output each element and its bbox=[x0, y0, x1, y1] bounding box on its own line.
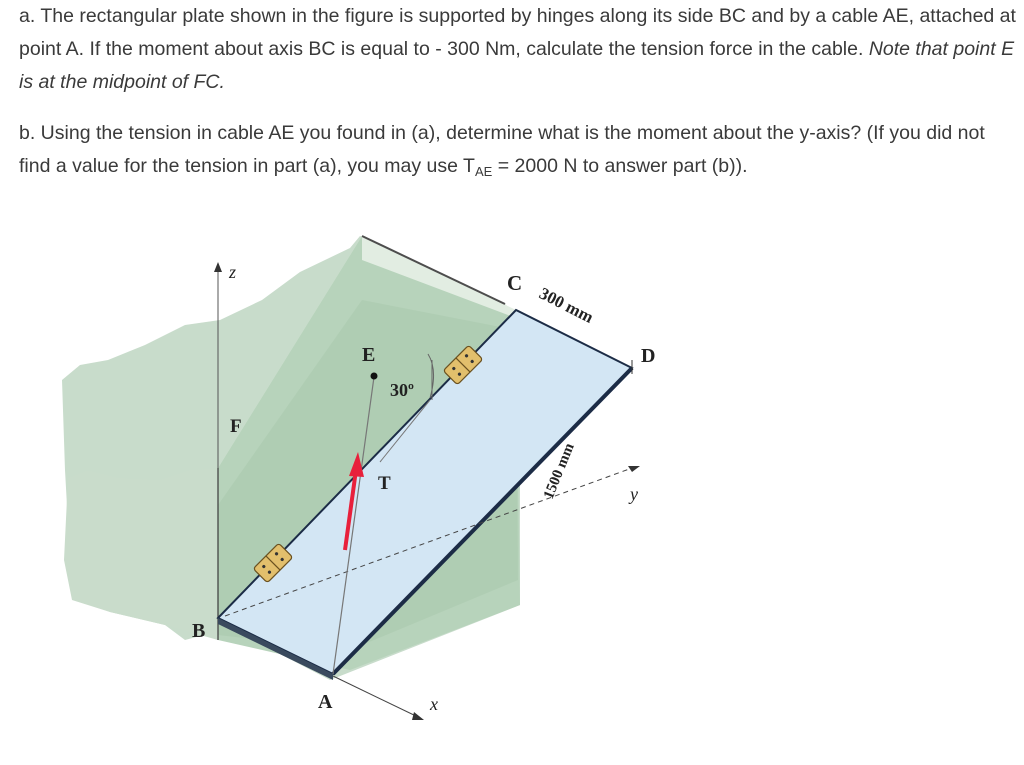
label-y: y bbox=[630, 484, 638, 504]
problem-part-b bbox=[19, 117, 1019, 188]
label-length-dimension: 1500 mm bbox=[540, 441, 578, 502]
part-a-note: Note that point E is at the midpoint of FC. bbox=[19, 38, 1015, 93]
plate-figure bbox=[0, 195, 1024, 765]
point-e-dot bbox=[371, 373, 378, 380]
problem-part-a bbox=[19, 0, 1019, 99]
label-b: B bbox=[192, 620, 206, 642]
part-b-text: b. Using the tension in cable AE you found in (a), determine what is the moment about the y-axis? (If you did not find a value for the tension in part (a), you may use T bbox=[19, 122, 985, 177]
label-f: F bbox=[230, 416, 242, 437]
label-angle: 30º bbox=[390, 380, 414, 400]
part-b-subscript: AE bbox=[474, 164, 493, 179]
label-width-dimension: 300 mm bbox=[536, 283, 597, 327]
label-d: D bbox=[641, 345, 656, 367]
label-c: C bbox=[507, 271, 523, 295]
label-z: z bbox=[229, 262, 237, 282]
x-axis bbox=[333, 676, 418, 717]
part-a-text: a. The rectangular plate shown in the figure is supported by hinges along its side BC and by a cable AE, attached at point A. If the moment about axis BC is equal to - 300 Nm, calculate the tension force in the cable. bbox=[19, 5, 1016, 60]
label-e: E bbox=[362, 344, 376, 366]
z-axis-arrow bbox=[214, 262, 222, 272]
x-axis-arrow bbox=[412, 712, 424, 720]
label-t: T bbox=[378, 473, 391, 494]
label-a: A bbox=[318, 691, 333, 713]
y-axis-arrow bbox=[628, 466, 640, 472]
label-x: x bbox=[430, 694, 438, 714]
wall-left-face bbox=[64, 468, 218, 640]
part-b-text-end: = 2000 N to answer part (b)). bbox=[492, 155, 748, 177]
